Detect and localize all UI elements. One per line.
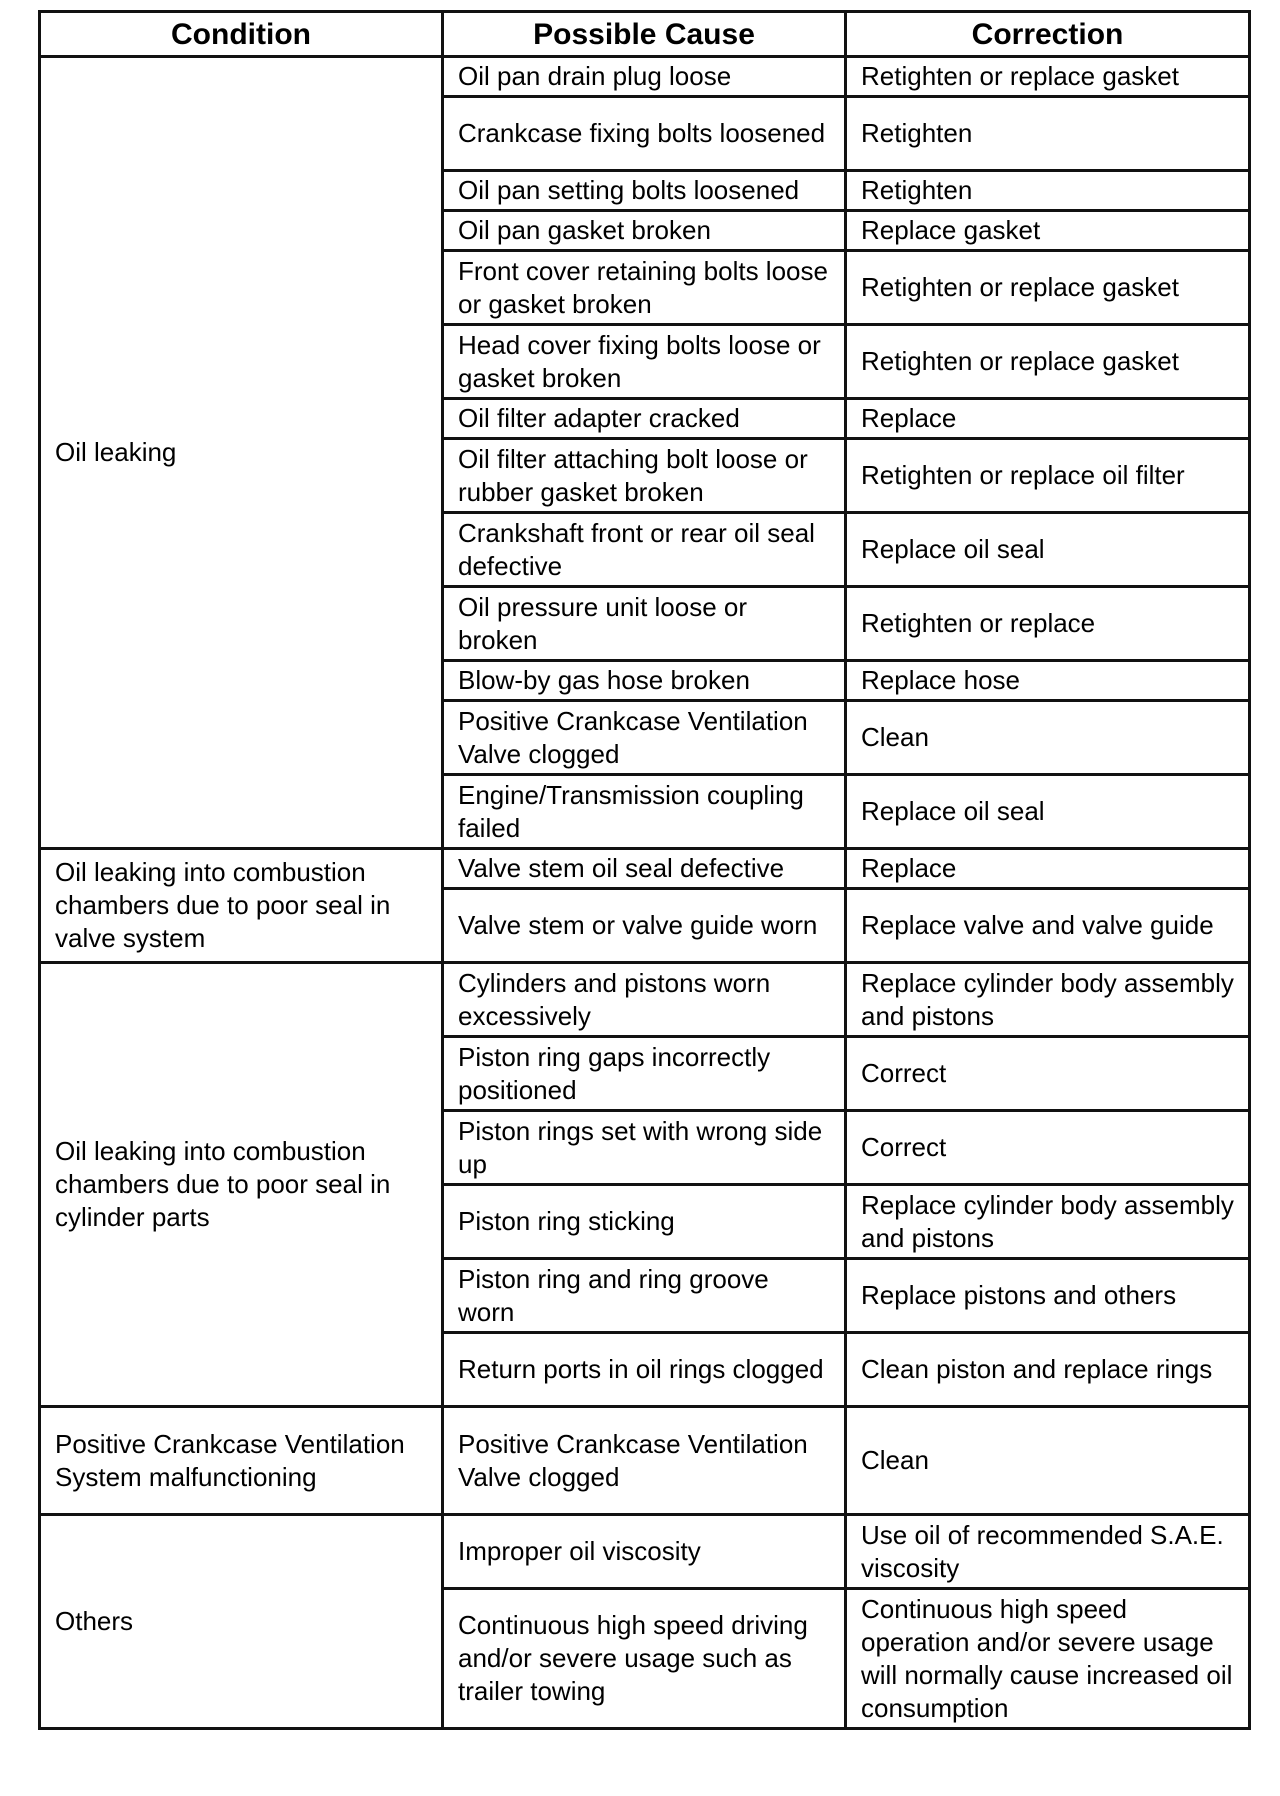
correction-cell: Correct — [846, 1037, 1250, 1111]
correction-cell: Continuous high speed operation and/or severe usage will normally cause increased oil consumption — [846, 1589, 1250, 1729]
correction-cell: Clean piston and replace rings — [846, 1333, 1250, 1407]
correction-cell: Replace oil seal — [846, 775, 1250, 849]
table-row — [40, 963, 1250, 1037]
possible-cause-cell: Blow-by gas hose broken — [443, 661, 846, 701]
condition-cell: Oil leaking — [40, 57, 443, 849]
possible-cause-cell: Crankshaft front or rear oil seal defective — [443, 513, 846, 587]
table-body — [40, 57, 1250, 1729]
correction-cell: Replace oil seal — [846, 513, 1250, 587]
correction-cell: Retighten or replace gasket — [846, 325, 1250, 399]
possible-cause-cell: Positive Crankcase Ventilation Valve clogged — [443, 1407, 846, 1515]
correction-cell: Retighten or replace gasket — [846, 251, 1250, 325]
possible-cause-cell: Cylinders and pistons worn excessively — [443, 963, 846, 1037]
header-condition: Condition — [40, 12, 443, 57]
correction-cell: Use oil of recommended S.A.E. viscosity — [846, 1515, 1250, 1589]
possible-cause-cell: Valve stem or valve guide worn — [443, 889, 846, 963]
possible-cause-cell: Continuous high speed driving and/or severe usage such as trailer towing — [443, 1589, 846, 1729]
table-row — [40, 1407, 1250, 1515]
correction-cell: Retighten or replace oil filter — [846, 439, 1250, 513]
possible-cause-cell: Valve stem oil seal defective — [443, 849, 846, 889]
possible-cause-cell: Piston ring sticking — [443, 1185, 846, 1259]
correction-cell: Replace pistons and others — [846, 1259, 1250, 1333]
header-correction: Correction — [846, 12, 1250, 57]
correction-cell: Retighten or replace gasket — [846, 57, 1250, 97]
correction-cell: Replace cylinder body assembly and pistons — [846, 963, 1250, 1037]
possible-cause-cell: Oil pan setting bolts loosened — [443, 171, 846, 211]
possible-cause-cell: Piston ring gaps incorrectly positioned — [443, 1037, 846, 1111]
correction-cell: Replace hose — [846, 661, 1250, 701]
possible-cause-cell: Return ports in oil rings clogged — [443, 1333, 846, 1407]
correction-cell: Replace — [846, 399, 1250, 439]
table-row — [40, 849, 1250, 889]
correction-cell: Clean — [846, 1407, 1250, 1515]
header-row — [40, 12, 1250, 57]
correction-cell: Clean — [846, 701, 1250, 775]
possible-cause-cell: Positive Crankcase Ventilation Valve clogged — [443, 701, 846, 775]
possible-cause-cell: Oil pressure unit loose or broken — [443, 587, 846, 661]
correction-cell: Retighten — [846, 171, 1250, 211]
table-row — [40, 57, 1250, 97]
possible-cause-cell: Oil filter adapter cracked — [443, 399, 846, 439]
possible-cause-cell: Piston ring and ring groove worn — [443, 1259, 846, 1333]
possible-cause-cell: Improper oil viscosity — [443, 1515, 846, 1589]
correction-cell: Retighten or replace — [846, 587, 1250, 661]
condition-cell: Oil leaking into combustion chambers due to poor seal in valve system — [40, 849, 443, 963]
correction-cell: Replace valve and valve guide — [846, 889, 1250, 963]
correction-cell: Correct — [846, 1111, 1250, 1185]
correction-cell: Replace gasket — [846, 211, 1250, 251]
possible-cause-cell: Piston rings set with wrong side up — [443, 1111, 846, 1185]
possible-cause-cell: Oil filter attaching bolt loose or rubber gasket broken — [443, 439, 846, 513]
header-possible-cause: Possible Cause — [443, 12, 846, 57]
condition-cell: Oil leaking into combustion chambers due to poor seal in cylinder parts — [40, 963, 443, 1407]
correction-cell: Replace cylinder body assembly and pistons — [846, 1185, 1250, 1259]
correction-cell: Retighten — [846, 97, 1250, 171]
table-row — [40, 1515, 1250, 1589]
possible-cause-cell: Oil pan drain plug loose — [443, 57, 846, 97]
possible-cause-cell: Oil pan gasket broken — [443, 211, 846, 251]
condition-cell: Others — [40, 1515, 443, 1729]
possible-cause-cell: Crankcase fixing bolts loosened — [443, 97, 846, 171]
correction-cell: Replace — [846, 849, 1250, 889]
possible-cause-cell: Engine/Transmission coupling failed — [443, 775, 846, 849]
possible-cause-cell: Head cover fixing bolts loose or gasket broken — [443, 325, 846, 399]
condition-cell: Positive Crankcase Ventilation System malfunctioning — [40, 1407, 443, 1515]
troubleshooting-table — [38, 10, 1251, 1730]
possible-cause-cell: Front cover retaining bolts loose or gasket broken — [443, 251, 846, 325]
